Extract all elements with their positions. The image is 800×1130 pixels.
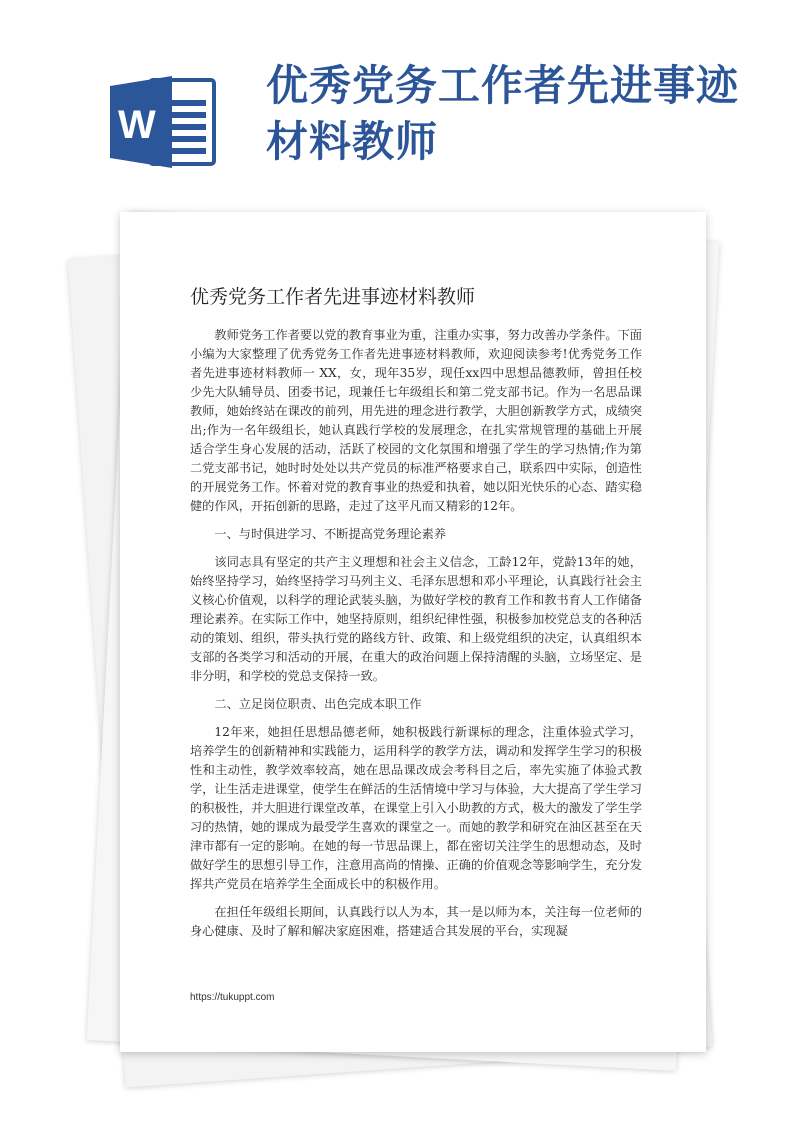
word-document-icon <box>110 72 222 172</box>
footer-url: https://tukuppt.com <box>190 992 275 1003</box>
section-heading: 一、与时俱进学习、不断提高党务理论素养 <box>214 527 446 541</box>
paragraph: 12年来，她担任思想品德老师，她积极践行新课标的理念，注重体验式学习，培养学生的创新精神和实践能力，运用科学的教学方法，调动和发挥学生学习的积极性和主动性，教学效率较高，她在思品课改成会考科目之后，率先实施了体验式教学，让生活走进课堂，使学生在鲜活的生活情境中学习与体验，大大提高了学生学习的积极性，并大胆进行课堂改革，在课堂上引入小助教的方式，极大的激发了学生学习的热情，她的课成为最受学生喜欢的课堂之一。而她的教学和研究在油区甚至在天津市都有一定的影响。在她的每一节思品课上，都在密切关注学生的思想动态，及时做好学生的思想引导工作，注意用高尚的情操、正确的价值观念等影响学生，充分发挥共产党员在培养学生全面成长中的积极作用。 <box>190 725 642 891</box>
section-heading: 二、立足岗位职责、出色完成本职工作 <box>214 697 422 711</box>
document-page <box>120 212 706 1052</box>
header-title: 优秀党务工作者先进事迹材料教师 <box>266 61 740 166</box>
document-body <box>190 326 642 950</box>
paragraph: 教师党务工作者要以党的教育事业为重，注重办实事，努力改善办学条件。下面小编为大家整理了优秀党务工作者先进事迹材料教师，欢迎阅读参考!优秀党务工作者先进事迹材料教师一 XX，女，现年35岁，现任xx四中思想品德教师，曾担任校少先大队辅导员、团委书记，现兼任七年级组长和第二党支部书记。作为一名思品课教师，她始终站在课改的前列，用先进的理念进行教学，大胆创新教学方式，成绩突出;作为一名年级组长，她认真践行学校的发展理念，在扎实常规管理的基础上开展适合学生身心发展的活动，活跃了校园的文化氛围和增强了学生的学习热情;作为第二党支部书记，她时时处处以共产党员的标准严格要求自己，联系四中实际，创造性的开展党务工作。怀着对党的教育事业的热爱和执着，她以阳光快乐的心态、踏实稳健的作风，开拓创新的思路，走过了这平凡而又精彩的12年。 <box>190 328 642 513</box>
svg-text:W: W <box>118 103 156 147</box>
paragraph: 在担任年级组长期间，认真践行以人为本，其一是以师为本，关注每一位老师的身心健康、及时了解和解决家庭困难，搭建适合其发展的平台，实现凝 <box>190 905 642 938</box>
paragraph: 该同志具有坚定的共产主义理想和社会主义信念，工龄12年，党龄13年的她，始终坚持学习，始终坚持学习马列主义、毛泽东思想和邓小平理论，认真践行社会主义核心价值观，以科学的理论武装头脑，为做好学校的教育工作和教书育人工作储备理论素养。在实际工作中，她坚持原则，组织纪律性强，积极参加校党总支的各种活动的策划、组织，带头执行党的路线方针、政策、和上级党组织的决定，认真组织本支部的各类学习和活动的开展，在重大的政治问题上保持清醒的头脑，立场坚定、是非分明，和学校的党总支保持一致。 <box>190 555 642 683</box>
document-title: 优秀党务工作者先进事迹材料教师 <box>190 286 476 308</box>
